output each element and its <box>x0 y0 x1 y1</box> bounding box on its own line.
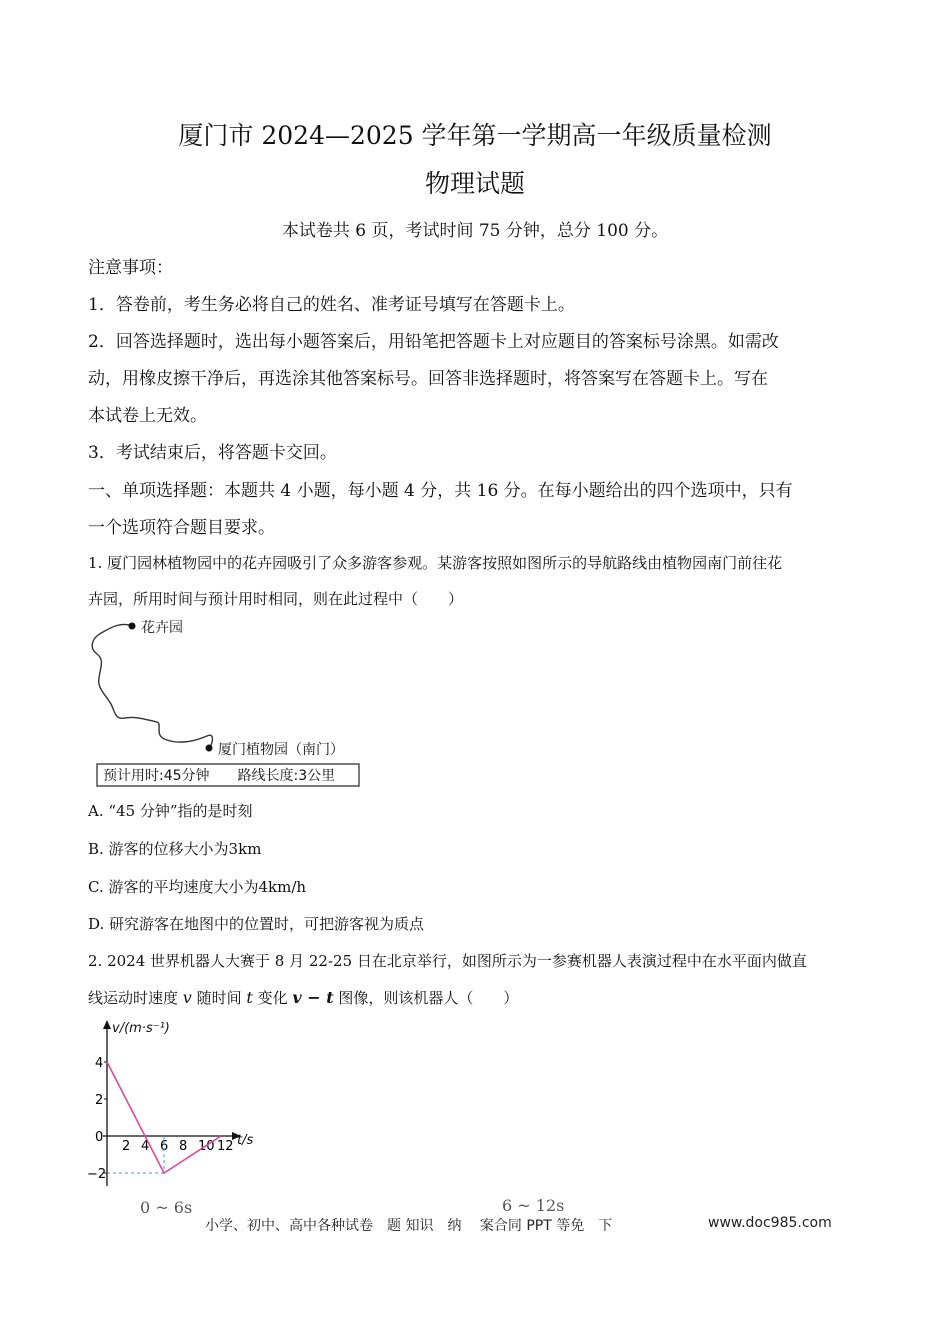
q2-range-1: 0 ~ 6s <box>140 1198 193 1217</box>
footer-site[interactable]: www.doc985.com <box>708 1215 832 1231</box>
subject-title: 物理试题 <box>424 169 525 198</box>
vt-chart <box>85 1018 275 1193</box>
x-tick-label: 6 <box>160 1139 169 1154</box>
route-path <box>92 624 212 748</box>
note-item-2-line-3: 本试卷上无效。 <box>88 406 207 426</box>
q1-option-a: A. “45 分钟”指的是时刻 <box>88 802 253 820</box>
note-item-2-line-1: 2．回答选择题时，选出每小题答案后，用铅笔把答题卡上对应题目的答案标号涂黑。如需改 <box>88 332 779 352</box>
footer-text: 小学、初中、高中各种试卷 题 知识 纳 案合同 PPT 等免 下 <box>205 1218 613 1234</box>
q2-text-b: 随时间 <box>191 989 247 1007</box>
q2-stem-line-2 <box>88 987 518 1008</box>
q2-text-d: 图像，则该机器人（ ） <box>333 989 519 1007</box>
q2-var-t: t <box>246 988 253 1007</box>
q2-stem-line-1: 2. 2024 世界机器人大赛于 8 月 22-25 日在北京举行，如图所示为一参赛机器人表演过程中在水平面内做直 <box>88 952 807 970</box>
start-marker <box>206 745 213 752</box>
q2-var-v: v <box>182 988 192 1007</box>
x-tick-label: 4 <box>141 1139 150 1154</box>
x-axis-label: t/s <box>237 1133 254 1148</box>
note-item-1: 1．答卷前，考生务必将自己的姓名、准考证号填写在答题卡上。 <box>88 295 575 315</box>
x-tick-label: 12 <box>217 1139 234 1154</box>
q1-option-b: B. 游客的位移大小为3km <box>88 840 262 858</box>
section-1-line-2: 一个选项符合题目要求。 <box>88 518 275 538</box>
q1-route-map <box>85 612 370 790</box>
q2-text-c: 变化 <box>252 989 293 1007</box>
y-tick-label: 4 <box>95 1056 104 1071</box>
y-tick-label: 2 <box>95 1093 104 1108</box>
note-item-2-line-2: 动，用橡皮擦干净后，再选涂其他答案标号。回答非选择题时，将答案写在答题卡上。写在 <box>88 369 768 389</box>
y-axis-label: v/(m·s⁻¹) <box>112 1021 170 1036</box>
exam-title: 厦门市 2024—2025 学年第一学期高一年级质量检测 <box>178 121 772 150</box>
exam-info: 本试卷共 6 页，考试时间 75 分钟，总分 100 分。 <box>281 221 669 241</box>
y-tick-label: 0 <box>95 1130 104 1145</box>
q1-stem-line-1: 1. 厦门园林植物园中的花卉园吸引了众多游客参观。某游客按照如图所示的导航路线由植物园南门前往花 <box>88 554 783 572</box>
note-item-3: 3．考试结束后，将答题卡交回。 <box>88 443 337 463</box>
q1-stem-line-2: 卉园，所用时间与预计用时相同，则在此过程中（ ） <box>88 590 464 608</box>
start-label: 厦门植物园（南门） <box>218 742 344 758</box>
x-tick-label: 8 <box>179 1139 188 1154</box>
q1-option-c: C. 游客的平均速度大小为4km/h <box>88 878 307 896</box>
q2-vt-symbol: v − t <box>292 988 334 1007</box>
x-tick-label: 10 <box>198 1139 215 1154</box>
x-tick-label: 2 <box>122 1139 131 1154</box>
destination-marker <box>129 623 136 630</box>
q2-range-2: 6 ~ 12s <box>502 1196 565 1215</box>
destination-label: 花卉园 <box>141 620 183 636</box>
q2-text-a: 线运动时速度 <box>88 989 183 1007</box>
y-tick-label: −2 <box>87 1167 107 1182</box>
q1-option-d: D. 研究游客在地图中的位置时，可把游客视为质点 <box>88 915 425 933</box>
section-1-line-1: 一、单项选择题：本题共 4 小题，每小题 4 分，共 16 分。在每小题给出的四个选项中，只有 <box>88 481 793 501</box>
notes-heading: 注意事项： <box>88 258 173 278</box>
route-info-box: 预计用时:45分钟 路线长度:3公里 <box>103 768 336 784</box>
y-axis-arrow <box>103 1020 111 1029</box>
